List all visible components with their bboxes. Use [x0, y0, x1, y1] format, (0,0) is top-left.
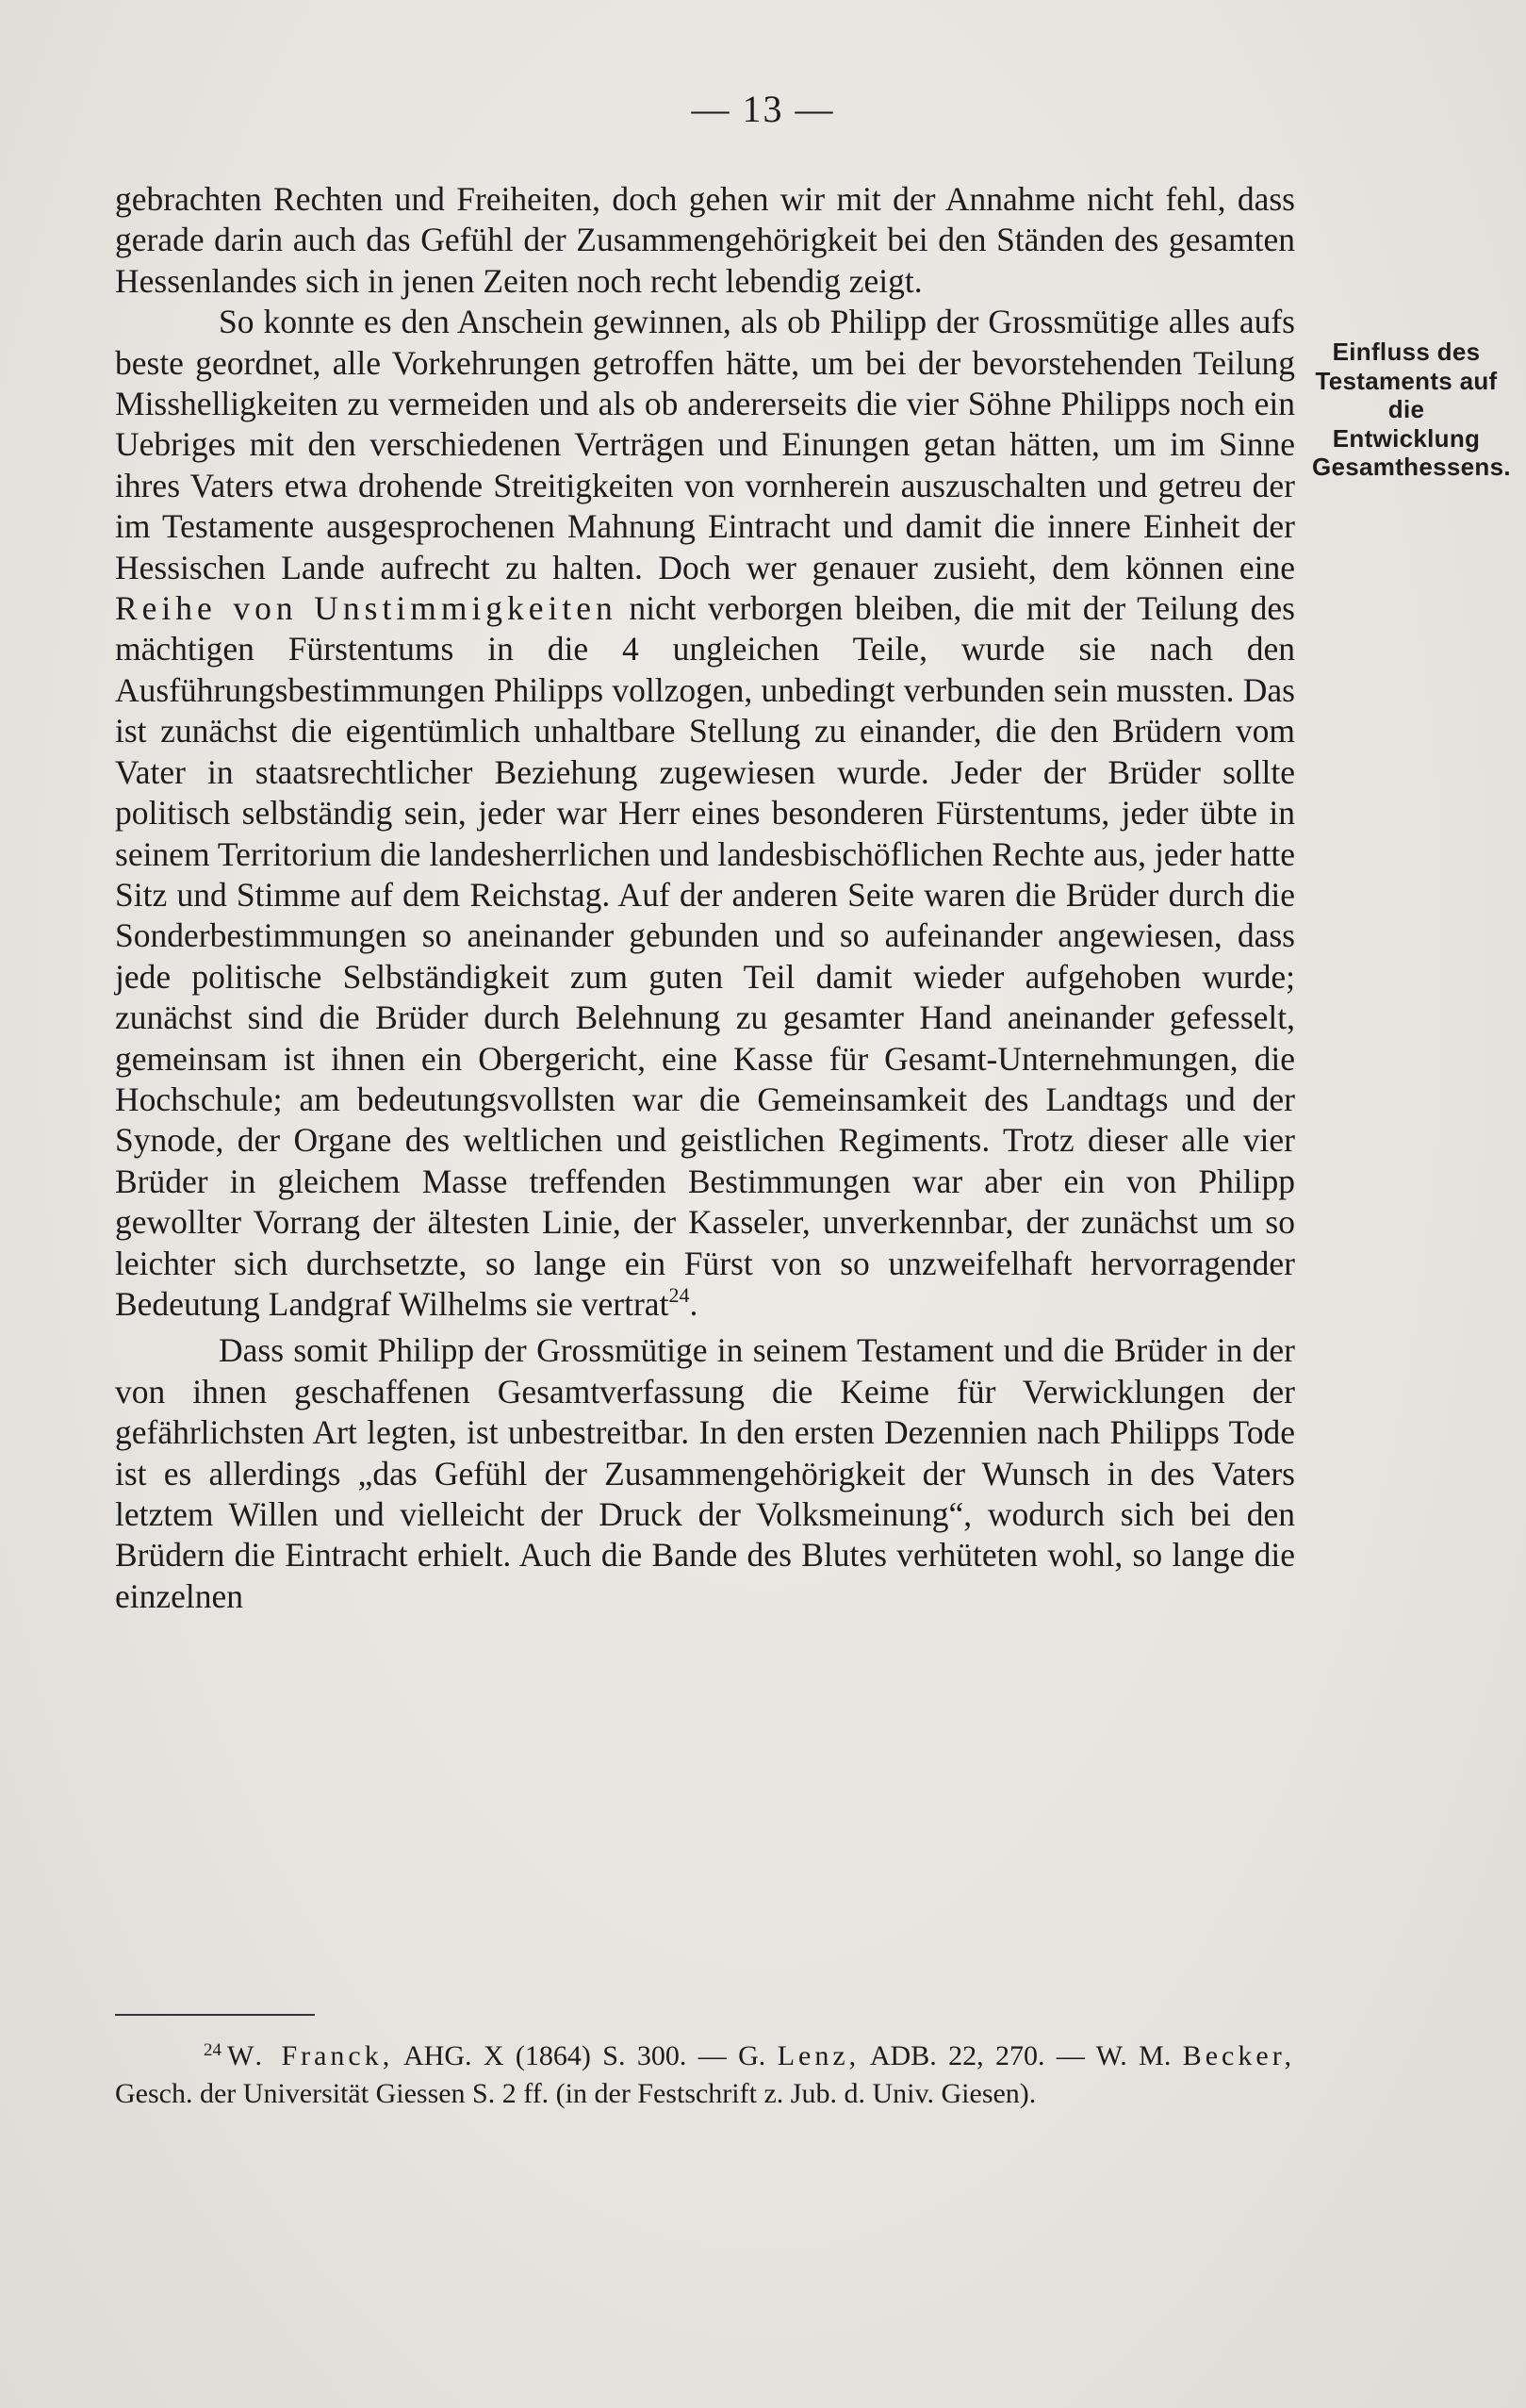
paragraph-2-text-b: nicht verborgen bleiben, die mit der Teilung des mächtigen Fürstentums in die 4 ungleichen Teile, wurde sie nach den Ausführungsbestimmungen Philipps vollzogen, unbedingt verbunden sein mussten. Das ist zunächst die eigentümlich unhaltbare Stellung zu einander, die den Brüdern vom Vater in staatsrechtlicher Beziehung zugewiesen wurde. Jeder der Brüder sollte politisch selbständig sein, jeder war Herr eines besonderen Fürstentums, jeder übte in seinem Territorium die landesherrlichen und landesbischöflichen Rechte aus, jeder hatte Sitz und Stimme auf dem Reichstag. Auf der anderen Seite waren die Brüder durch die Sonderbestimmungen so aneinander gebunden und so aufeinander angewiesen, dass jede politische Selbständigkeit zum guten Teil damit wieder aufgehoben wurde; zunächst sind die Brüder durch Belehnung zu gesamter Hand aneinander gefesselt, gemeinsam ist ihnen ein Obergericht, eine Kasse für Gesamt-Unternehmungen, die Hochschule; am bedeutungsvollsten war die Gemeinsamkeit des Landtags und der Synode, der Organe des weltlichen und geistlichen Regiments. Trotz dieser alle vier Brüder in gleichem Masse treffenden Bestimmungen war aber ein von Philipp gewollter Vorrang der ältesten Linie, der Kasseler, unverkennbar, der zunächst um so leichter sich durchsetzte, so lange ein Fürst von so unzweifelhaft hervorragender Bedeutung Landgraf Wilhelms sie vertrat — [115, 589, 1295, 1323]
paragraph-1 — [115, 179, 1295, 302]
paragraph-2 — [115, 302, 1295, 1325]
paragraph-2-end: . — [689, 1284, 698, 1323]
page-number: — 13 — — [691, 88, 835, 130]
footnote-text-1: AHG. X (1864) S. 300. — G. — [403, 2040, 766, 2071]
paragraph-3 — [115, 1330, 1295, 1617]
paragraph-1-text: gebrachten Rechten und Freiheiten, doch gehen wir mit der Annahme nicht fehl, dass gerade darin auch das Gefühl der Zusammengehörigkeit bei den Ständen des gesamten Hessenlandes sich in jenen Zeiten noch recht lebendig zeigt. — [115, 180, 1295, 300]
paragraph-2-text-a: So konnte es den Anschein gewinnen, als ob Philipp der Grossmütige alles aufs beste geordnet, alle Vorkehrungen getroffen hätte, um bei der bevorstehenden Teilung Misshelligkeiten zu vermeiden und als ob andererseits die vier Söhne Philipps noch ein Uebriges mit den verschiedenen Verträgen und Einungen getan hätten, um im Sinne ihres Vaters etwa drohende Streitigkeiten von vornherein auszuschalten und getreu der im Testamente ausgesprochenen Mahnung Eintracht und damit die innere Einheit der Hessischen Lande aufrecht zu halten. Doch wer genauer zusieht, dem können eine — [115, 303, 1295, 586]
marginal-note: Einfluss des Testaments auf die Entwicklung Gesamthessens. — [1312, 338, 1511, 481]
paragraph-3-text: Dass somit Philipp der Grossmütige in seinem Testament und die Brüder in der von ihnen geschaffenen Gesamtverfassung die Keime für Verwicklungen der gefährlichsten Art legten, ist unbestreitbar. In den ersten Dezennien nach Philipps Tode ist es allerdings „das Gefühl der Zusammengehörigkeit der Wunsch in des Vaters letztem Willen und vielleicht der Druck der Volksmeinung“, wodurch sich bei den Brüdern die Eintracht erhielt. Auch die Bande des Blutes verhüteten wohl, so lange die einzelnen — [115, 1331, 1295, 1615]
footnote-author-2: Lenz, — [777, 2040, 861, 2071]
footnote-text-2: ADB. 22, 270. — W. M. — [869, 2040, 1172, 2071]
footnote-author-3: Becker, — [1182, 2040, 1295, 2071]
paragraph-2-emphasis: Reihe von Unstimmigkeiten — [115, 589, 617, 628]
footnote-mark: 24 — [204, 2040, 222, 2060]
footnote-text-3: Gesch. der Universität Giessen S. 2 ff. (in der Festschrift z. Jub. d. Univ. Giesen). — [115, 2077, 1037, 2109]
footnote-divider — [115, 2014, 315, 2016]
footnote-reference: 24 — [668, 1282, 690, 1307]
footnote — [115, 2037, 1295, 2112]
main-text — [115, 179, 1295, 1617]
footnote-author-1: W. Franck, — [227, 2040, 394, 2071]
